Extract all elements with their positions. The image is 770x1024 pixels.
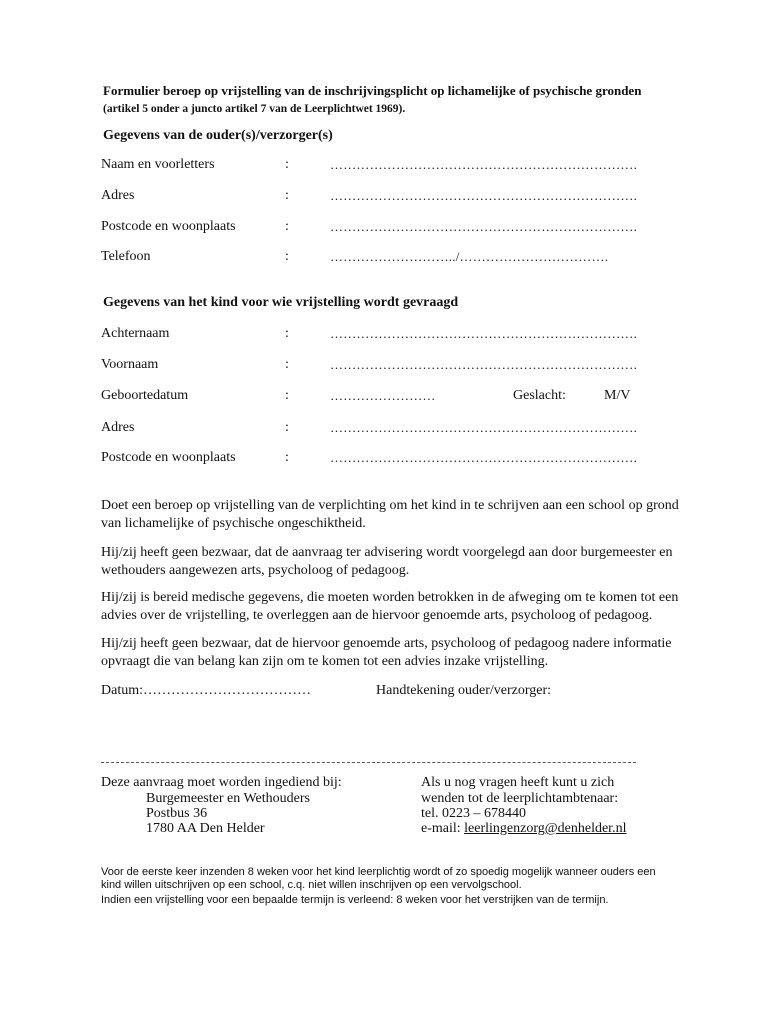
submit-recipient: Burgemeester en Wethouders (146, 791, 310, 806)
date-field[interactable]: Datum:……………………………… (101, 683, 311, 698)
parent-address-colon: : (285, 188, 289, 203)
submit-city: 1780 AA Den Helder (146, 821, 265, 836)
paragraph-appeal: Doet een beroep op vrijstelling van de verplichting om het kind in te schrijven aan een school op grond van lichamelijke of psychische ongeschiktheid. (101, 498, 679, 531)
note-deadline-first: Voor de eerste keer inzenden 8 weken voor het kind leerplichtig wordt of zo spoedig mogelijk wanneer ouders een kind willen uitschrijven op een school, c.q. niet willen inschrijven op een vervolgschool. (101, 866, 656, 891)
gender-label: Geslacht: (513, 388, 566, 403)
parent-name-colon: : (285, 157, 289, 172)
contact-email-link[interactable]: leerlingenzorg@denhelder.nl (464, 821, 627, 836)
contact-phone: tel. 0223 – 678440 (421, 806, 526, 821)
contact-email-row (421, 821, 626, 836)
form-title-sub: (artikel 5 onder a juncto artikel 7 van de Leerplichtwet 1969). (103, 103, 406, 115)
submit-intro: Deze aanvraag moet worden ingediend bij: (101, 775, 342, 790)
parent-address-field[interactable]: ……………………………………………………………. (330, 188, 638, 203)
child-postcode-label: Postcode en woonplaats (101, 450, 236, 465)
parent-postcode-label: Postcode en woonplaats (101, 219, 236, 234)
child-firstname-colon: : (285, 357, 289, 372)
submit-postbus: Postbus 36 (146, 806, 208, 821)
child-firstname-field[interactable]: ……………………………………………………………. (330, 357, 638, 372)
child-postcode-colon: : (285, 450, 289, 465)
child-lastname-colon: : (285, 326, 289, 341)
child-address-field[interactable]: ……………………………………………………………. (330, 420, 638, 435)
parent-address-label: Adres (101, 188, 135, 203)
signature-label: Handtekening ouder/verzorger: (376, 683, 552, 698)
note-deadline-renewal: Indien een vrijstelling voor een bepaalde termijn is verleend: 8 weken voor het verstrijken van de termijn. (101, 894, 609, 906)
gender-value[interactable]: M/V (604, 388, 631, 403)
paragraph-no-objection-advice: Hij/zij heeft geen bezwaar, dat de aanvraag ter advisering wordt voorgelegd aan door burgemeester en wethouders aangewezen arts, psycholoog of pedagoog. (101, 545, 673, 578)
parent-name-label: Naam en voorletters (101, 157, 215, 172)
form-title (103, 82, 663, 118)
parent-phone-label: Telefoon (101, 249, 151, 264)
parent-phone-colon: : (285, 249, 289, 264)
parent-postcode-colon: : (285, 219, 289, 234)
form-title-main: Formulier beroep op vrijstelling van de inschrijvingsplicht op lichamelijke of psychische gronden (103, 83, 642, 98)
child-address-colon: : (285, 420, 289, 435)
child-address-label: Adres (101, 420, 135, 435)
parent-postcode-field[interactable]: ……………………………………………………………. (330, 219, 638, 234)
child-postcode-field[interactable]: ……………………………………………………………. (330, 450, 638, 465)
child-lastname-label: Achternaam (101, 326, 170, 341)
paragraph-no-objection-info: Hij/zij heeft geen bezwaar, dat de hiervoor genoemde arts, psycholoog of pedagoog nadere informatie opvraagt die van belang kan zijn om te komen tot een advies inzake vrijstelling. (101, 636, 672, 669)
questions-line1: Als u nog vragen heeft kunt u zich (421, 775, 615, 790)
child-birthdate-field[interactable]: …………………… (330, 388, 436, 403)
dashed-divider (101, 762, 636, 763)
paragraph-medical-data: Hij/zij is bereid medische gegevens, die moeten worden betrokken in de afweging om te komen tot een advies over de vrijstelling, te overleggen aan de hiervoor genoemde arts, psycholoog of pedagoog. (101, 590, 679, 623)
child-birthdate-label: Geboortedatum (101, 388, 189, 403)
child-firstname-label: Voornaam (101, 357, 159, 372)
child-birthdate-colon: : (285, 388, 289, 403)
child-heading: Gegevens van het kind voor wie vrijstelling wordt gevraagd (103, 295, 459, 310)
questions-line2: wenden tot de leerplichtambtenaar: (421, 791, 619, 806)
child-lastname-field[interactable]: ……………………………………………………………. (330, 326, 638, 341)
parent-name-field[interactable]: ……………………………………………………………. (330, 157, 638, 172)
parents-heading: Gegevens van de ouder(s)/verzorger(s) (103, 128, 333, 143)
parent-phone-field[interactable]: ………………………../……………………………. (330, 249, 609, 264)
contact-email-prefix: e-mail: (421, 821, 465, 836)
